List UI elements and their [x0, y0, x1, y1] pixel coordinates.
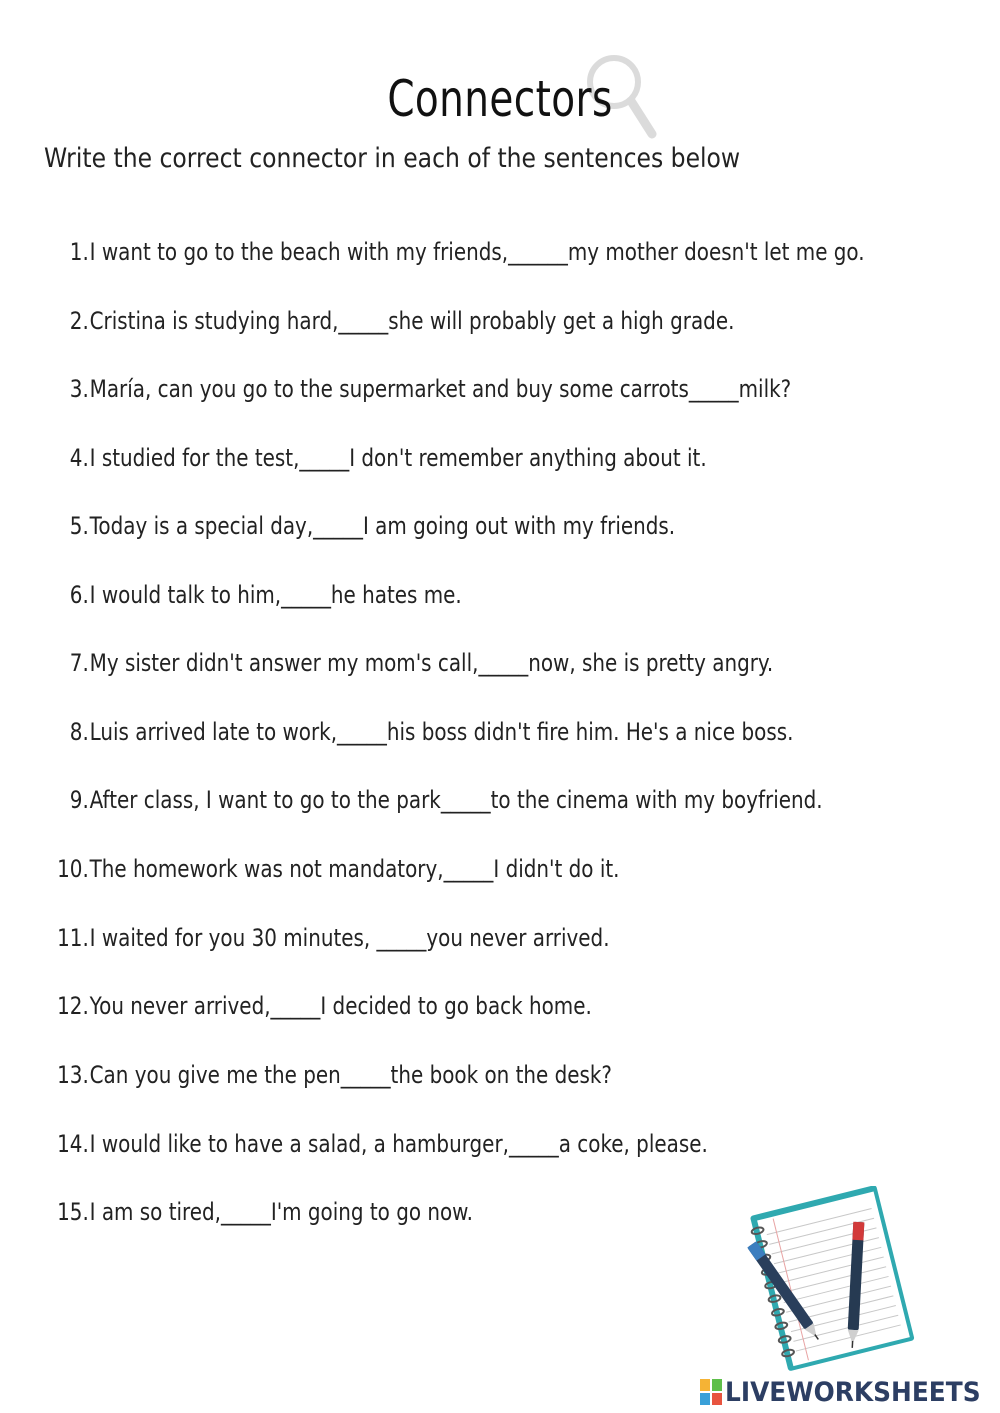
- exercise-item: [0, 645, 773, 681]
- exercise-item: [0, 714, 793, 750]
- exercise-item: [0, 508, 675, 544]
- item-number: 15.: [57, 1198, 89, 1226]
- item-number: 8.: [69, 718, 89, 746]
- item-sentence: I would talk to him,_____he hates me.: [89, 581, 462, 609]
- item-sentence: I am so tired,_____I'm going to go now.: [89, 1198, 473, 1226]
- exercise-item: [0, 988, 592, 1024]
- exercise-item: [0, 371, 791, 407]
- liveworksheets-brand: [700, 1375, 1000, 1409]
- item-sentence: María, can you go to the supermarket and buy some carrots_____milk?: [89, 375, 792, 403]
- item-number: 12.: [57, 992, 89, 1020]
- exercise-item: [0, 851, 620, 887]
- item-sentence: Luis arrived late to work,_____his boss didn't fire him. He's a nice boss.: [89, 718, 794, 746]
- item-number: 3.: [69, 375, 89, 403]
- exercise-item: [0, 920, 610, 956]
- item-number: 14.: [57, 1130, 89, 1158]
- item-number: 6.: [69, 581, 89, 609]
- brand-name: LIVEWORKSHEETS: [725, 1376, 981, 1408]
- item-number: 2.: [69, 307, 89, 335]
- item-sentence: Can you give me the pen_____the book on the desk?: [89, 1061, 613, 1089]
- item-number: 13.: [57, 1061, 89, 1089]
- item-sentence: The homework was not mandatory,_____I didn't do it.: [89, 855, 620, 883]
- item-sentence: I want to go to the beach with my friends,______my mother doesn't let me go.: [89, 238, 865, 266]
- exercise-item: [0, 1126, 708, 1162]
- item-number: 4.: [69, 444, 89, 472]
- item-sentence: My sister didn't answer my mom's call,_____now, she is pretty angry.: [89, 649, 774, 677]
- instructions: Write the correct connector in each of the sentences below: [44, 143, 741, 174]
- exercise-item: [0, 1194, 473, 1230]
- item-number: 10.: [57, 855, 89, 883]
- item-sentence: I would like to have a salad, a hamburger,_____a coke, please.: [89, 1130, 708, 1158]
- exercise-item: [0, 234, 865, 270]
- page-title: Connectors: [387, 70, 613, 128]
- item-sentence: You never arrived,_____I decided to go back home.: [89, 992, 592, 1020]
- liveworksheets-logo-icon: [700, 1379, 722, 1405]
- exercise-item: [0, 782, 823, 818]
- exercise-item: [0, 1057, 612, 1093]
- notebook-with-pens-icon: [728, 1186, 918, 1376]
- exercise-item: [0, 303, 734, 339]
- item-number: 11.: [57, 924, 89, 952]
- item-number: 5.: [69, 512, 89, 540]
- item-sentence: Cristina is studying hard,_____she will probably get a high grade.: [89, 307, 735, 335]
- item-number: 9.: [69, 786, 89, 814]
- item-number: 7.: [69, 649, 89, 677]
- item-sentence: I studied for the test,_____I don't remember anything about it.: [89, 444, 707, 472]
- item-number: 1.: [69, 238, 89, 266]
- item-sentence: I waited for you 30 minutes, _____you never arrived.: [89, 924, 610, 952]
- exercise-item: [0, 577, 462, 613]
- exercise-item: [0, 440, 707, 476]
- item-sentence: Today is a special day,_____I am going out with my friends.: [89, 512, 676, 540]
- item-sentence: After class, I want to go to the park_____to the cinema with my boyfriend.: [89, 786, 823, 814]
